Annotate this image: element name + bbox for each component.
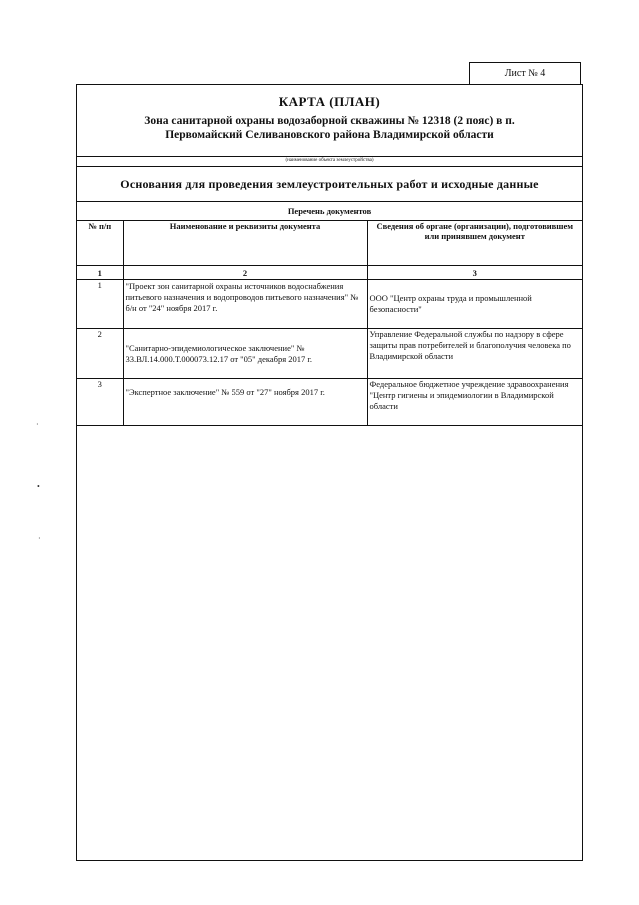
document-organization: Федеральное бюджетное учреждение здравоохранения "Центр гигиены и эпидемиологии в Владимирской области bbox=[367, 379, 582, 426]
column-number-row bbox=[77, 266, 582, 280]
table-row bbox=[77, 379, 582, 426]
scan-speck: • bbox=[37, 482, 40, 491]
document-frame bbox=[76, 84, 583, 861]
table-header-row bbox=[77, 221, 582, 266]
object-caption: (наименование объекта землеустройства) bbox=[77, 157, 582, 167]
documents-table bbox=[77, 221, 582, 426]
table-row bbox=[77, 329, 582, 379]
column-number: 2 bbox=[123, 266, 367, 280]
sheet-number-label: Лист № 4 bbox=[469, 62, 581, 84]
scan-speck: · bbox=[36, 420, 39, 429]
row-number: 3 bbox=[77, 379, 123, 426]
row-number: 1 bbox=[77, 280, 123, 329]
header-num: № п/п bbox=[77, 221, 123, 266]
document-organization: Управление Федеральной службы по надзору в сфере защиты прав потребителей и благополучия человека по Владимирской области bbox=[367, 329, 582, 379]
title-block bbox=[77, 94, 582, 157]
document-organization: ООО "Центр охраны труда и промышленной безопасности" bbox=[367, 280, 582, 329]
column-number: 1 bbox=[77, 266, 123, 280]
document-subtitle bbox=[77, 114, 582, 142]
documents-list-title: Перечень документов bbox=[77, 202, 582, 221]
document-name: "Проект зон санитарной охраны источников водоснабжения питьевого назначения и водопроводов питьевого назначения" № б/н от "24" ноября 2017 г. bbox=[123, 280, 367, 329]
header-name: Наименование и реквизиты документа bbox=[123, 221, 367, 266]
subtitle-line-1: Зона санитарной охраны водозаборной скважины № 12318 (2 пояс) в п. bbox=[144, 115, 515, 127]
table-row bbox=[77, 280, 582, 329]
scan-speck: · bbox=[38, 534, 41, 543]
document-name: "Экспертное заключение" № 559 от "27" ноября 2017 г. bbox=[123, 379, 367, 426]
row-number: 2 bbox=[77, 329, 123, 379]
section-title: Основания для проведения землеустроительных работ и исходные данные bbox=[77, 167, 582, 202]
header-org: Сведения об органе (организации), подготовившем или принявшем документ bbox=[367, 221, 582, 266]
subtitle-line-2: Первомайский Селивановского района Владимирской области bbox=[165, 129, 494, 141]
document-title: КАРТА (ПЛАН) bbox=[278, 94, 381, 109]
column-number: 3 bbox=[367, 266, 582, 280]
document-name: "Санитарно-эпидемиологическое заключение" № 33.ВЛ.14.000.Т.000073.12.17 от "05" декабря 2017 г. bbox=[123, 329, 367, 379]
